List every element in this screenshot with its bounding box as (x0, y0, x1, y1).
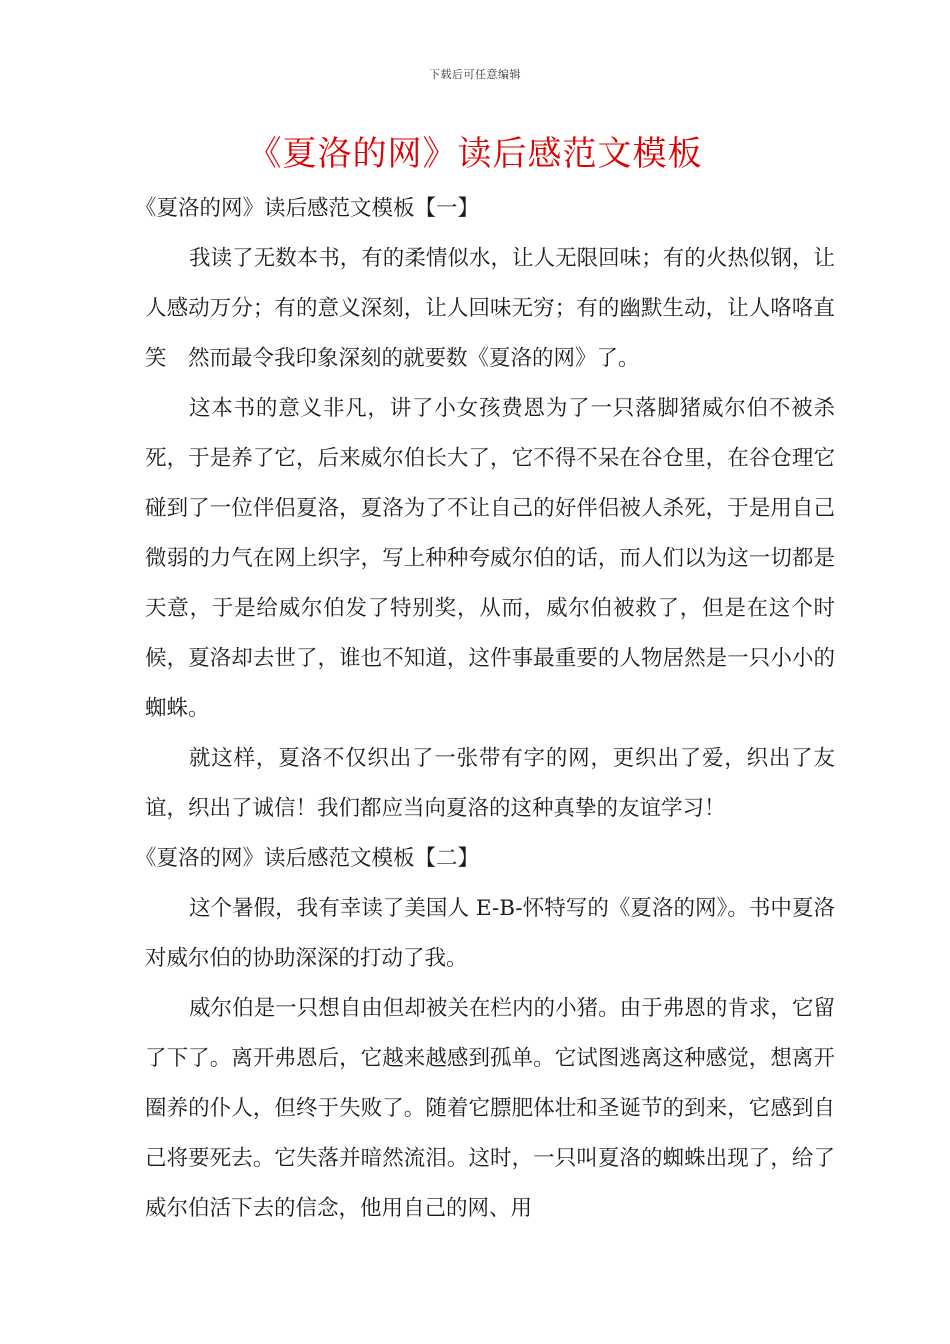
paragraph: 威尔伯是一只想自由但却被关在栏内的小猪。由于弗恩的肯求，它留了下了。离开弗恩后，它越来越感到孤单。它试图逃离这种感觉，想离开圈养的仆人，但终于失败了。随着它膘肥体壮和圣诞节的到来，它感到自己将要死去。它失落并暗然流泪。这时，一只叫夏洛的蜘蛛出现了，给了威尔伯活下去的信念，他用自己的网、用 (145, 996, 835, 1221)
document-body (135, 184, 835, 1234)
section-heading: 《夏洛的网》读后感范文模板【二】 (135, 846, 480, 871)
paragraph: 就这样，夏洛不仅织出了一张带有字的网，更织出了爱，织出了友谊，织出了诚信！我们都应当向夏洛的这种真挚的友谊学习！ (145, 746, 835, 821)
section-heading: 《夏洛的网》读后感范文模板【一】 (135, 196, 480, 221)
section-1 (135, 184, 835, 834)
paragraph: 我读了无数本书，有的柔情似水，让人无限回味；有的火热似钢，让人感动万分；有的意义深刻，让人回味无穷；有的幽默生动，让人咯咯直笑 然而最令我印象深刻的就要数《夏洛的网》了。 (145, 246, 835, 371)
section-2 (135, 834, 835, 1234)
paragraph: 这本书的意义非凡，讲了小女孩费恩为了一只落脚猪威尔伯不被杀死，于是养了它，后来威尔伯长大了，它不得不呆在谷仓里，在谷仓理它碰到了一位伴侣夏洛，夏洛为了不让自己的好伴侣被人杀死，于是用自己微弱的力气在网上织字，写上种种夸威尔伯的话，而人们以为这一切都是天意，于是给威尔伯发了特别奖，从而，威尔伯被救了，但是在这个时候，夏洛却去世了，谁也不知道，这件事最重要的人物居然是一只小小的蜘蛛。 (145, 396, 835, 721)
paragraph: 这个暑假，我有幸读了美国人 E-B-怀特写的《夏洛的网》。书中夏洛对威尔伯的协助深深的打动了我。 (145, 896, 835, 971)
document-title: 《夏洛的网》读后感范文模板 (247, 134, 703, 174)
header-note: 下载后可任意编辑 (429, 68, 521, 81)
